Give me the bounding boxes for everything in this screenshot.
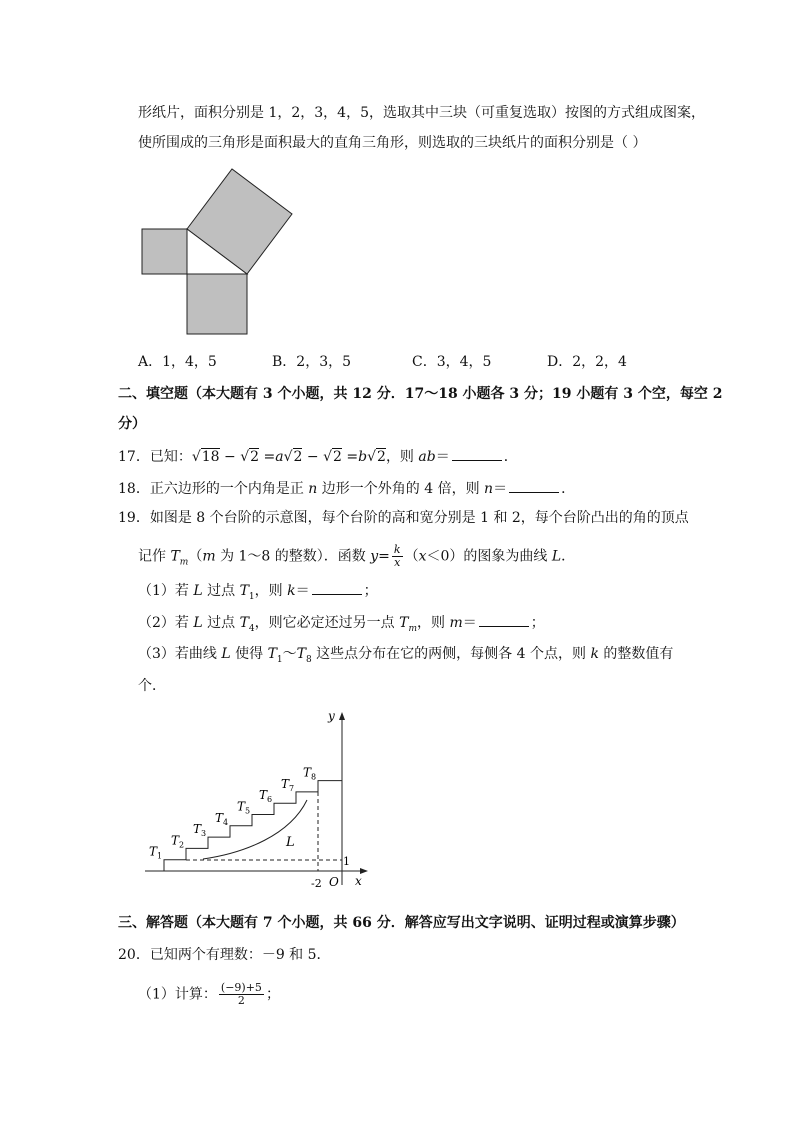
var-m: m (202, 548, 216, 565)
frac-k: k (393, 543, 401, 556)
q20-end: ； (265, 986, 280, 1003)
point-label-t8: $T_8$ (303, 765, 317, 782)
q20-part1 (138, 982, 280, 1007)
p1-post: ，则 (254, 583, 288, 599)
p1-end: ； (363, 583, 378, 599)
var-y: y (370, 548, 379, 565)
q20-num: 20． (118, 947, 150, 963)
frac-numerator: (−9)+5 (220, 981, 262, 994)
p3-sub2: 8 (305, 654, 312, 665)
p1-sub: 1 (248, 591, 255, 602)
var-b: b (358, 449, 368, 465)
y-axis-arrow (339, 712, 345, 720)
q17: 17．已知：√18 − √2 =a√2 − √2 =b√2，则 ab＝ ． (118, 446, 518, 467)
fraction-expr (219, 982, 264, 1007)
p3-tilde: ～ (282, 646, 297, 662)
point-label-t3: $T_3$ (193, 822, 207, 839)
p3-T2: T (296, 646, 306, 662)
q17-post: ，则 (385, 449, 419, 465)
q19-l2-pre: 记作 (138, 548, 171, 565)
option-c[interactable]: C．3，4，5 (412, 354, 492, 370)
p2-post2: ，则 (416, 615, 450, 631)
q18-mid: 边形一个外角的 4 倍，则 (317, 481, 485, 497)
point-label-t7: $T_7$ (281, 776, 295, 793)
p1-mid: 过点 (202, 583, 240, 599)
p2-T2: T (399, 615, 409, 631)
var-x: x (418, 548, 427, 565)
var-a: a (275, 449, 284, 465)
p3-sub1: 1 (276, 654, 283, 665)
axis-label-y: y (328, 709, 335, 723)
q16-line2: 使所围成的三角形是面积最大的直角三角形，则选取的三块纸片的面积分别是（ ） (138, 135, 647, 151)
p2-eq: ＝ (462, 615, 477, 631)
p1-T: T (239, 583, 249, 599)
p2-post: ，则它必定还过另一点 (254, 615, 400, 631)
p2-m: m (449, 615, 463, 631)
q18-eq: ＝ (493, 481, 508, 497)
q16-line1: 形纸片，面积分别是 1，2，3，4，5，选取其中三块（可重复选取）按图的方式组成图案， (138, 105, 705, 121)
var-n2: n (484, 481, 494, 497)
var-L: L (551, 548, 562, 565)
q19-l2-mid2: 为 1～8 的整数）．函数 (215, 548, 371, 565)
q20 (118, 945, 331, 965)
tick-label-x: -2 (311, 877, 322, 890)
p3-post: 这些点分布在它的两侧，每侧各 4 个点，则 (311, 646, 591, 662)
p1-L: L (193, 583, 203, 599)
option-d[interactable]: D．2，2，4 (547, 354, 627, 370)
p3-end: 的整数值有 (598, 646, 674, 662)
sqrt-2d: 2 (377, 449, 386, 465)
curve-L (203, 800, 307, 859)
q17-end: ． (503, 449, 518, 465)
section2-title-cont: 分） (118, 416, 146, 432)
p3-k: k (590, 646, 599, 662)
q19-num: 19． (118, 510, 150, 526)
q17-pre: 已知： (149, 449, 192, 465)
point-label-t4: $T_4$ (215, 810, 229, 827)
p2-mid: 过点 (202, 615, 240, 631)
q19-cond-open: （ (404, 548, 419, 565)
q18-num: 18． (118, 481, 150, 497)
q18-pre: 正六边形的一个内角是正 (149, 481, 309, 497)
q19-l2-mid: （ (188, 548, 203, 565)
q19-line1-text: 如图是 8 个台阶的示意图，每个台阶的高和宽分别是 1 和 2，每个台阶凸出的角的顶点 (149, 510, 689, 526)
p3-L: L (221, 646, 231, 662)
sub-m: m (179, 557, 189, 568)
var-ab: ab (418, 449, 436, 465)
staircase-outline (164, 781, 342, 871)
q19-part3-cont: 个． (138, 678, 166, 694)
point-label-t1: $T_1$ (149, 844, 163, 861)
q19-l2-end: ． (561, 548, 576, 565)
q20-text: 已知两个有理数：－9 和 5． (149, 947, 331, 963)
option-b[interactable]: B．2，3，5 (272, 354, 352, 370)
point-label-t2: $T_2$ (171, 833, 185, 850)
p1-eq: ＝ (295, 583, 310, 599)
sqrt-2a: 2 (250, 449, 260, 465)
axis-label-x: x (355, 874, 362, 888)
sqrt-2b: 2 (293, 449, 303, 465)
p3-pre: （3）若曲线 (138, 646, 222, 662)
q19-eq: = (378, 548, 390, 565)
q17-num: 17． (118, 449, 150, 465)
frac-x: x (394, 556, 401, 569)
p2-L: L (193, 615, 203, 631)
frac-denominator: 2 (237, 994, 245, 1007)
p2-pre: （2）若 (138, 615, 194, 631)
p2-end: ； (530, 615, 545, 631)
q19-cond: ＜0）的图象为曲线 (426, 548, 552, 565)
p1-k: k (287, 583, 296, 599)
tick-label-y: 1 (343, 855, 350, 868)
section2-title: 二、填空题（本大题有 3 个小题，共 12 分．17～18 小题各 3 分；19 小题有 3 个空，每空 2 (118, 386, 723, 402)
point-label-t6: $T_6$ (259, 788, 273, 805)
sqrt-18: 18 (201, 449, 220, 465)
p2-T: T (239, 615, 249, 631)
p3-T: T (267, 646, 277, 662)
section3-title: 三、解答题（本大题有 7 个小题，共 66 分．解答应写出文字说明、证明过程或演算步骤） (118, 915, 685, 931)
point-label-t5: $T_5$ (237, 799, 251, 816)
var-T: T (170, 548, 180, 565)
p1-pre: （1）若 (138, 583, 194, 599)
p3-mid: 使得 (230, 646, 268, 662)
p2-sub: 4 (248, 623, 255, 634)
option-a[interactable]: A．1，4，5 (138, 354, 217, 370)
var-n: n (308, 481, 318, 497)
q20-p1: （1）计算： (138, 986, 217, 1003)
q17-eq: ＝ (435, 449, 450, 465)
q18-end: ． (561, 481, 576, 497)
p2-sub2: m (408, 623, 417, 634)
sqrt-2c: 2 (333, 449, 342, 465)
curve-label: L (286, 835, 295, 850)
origin-label: O (329, 875, 339, 889)
